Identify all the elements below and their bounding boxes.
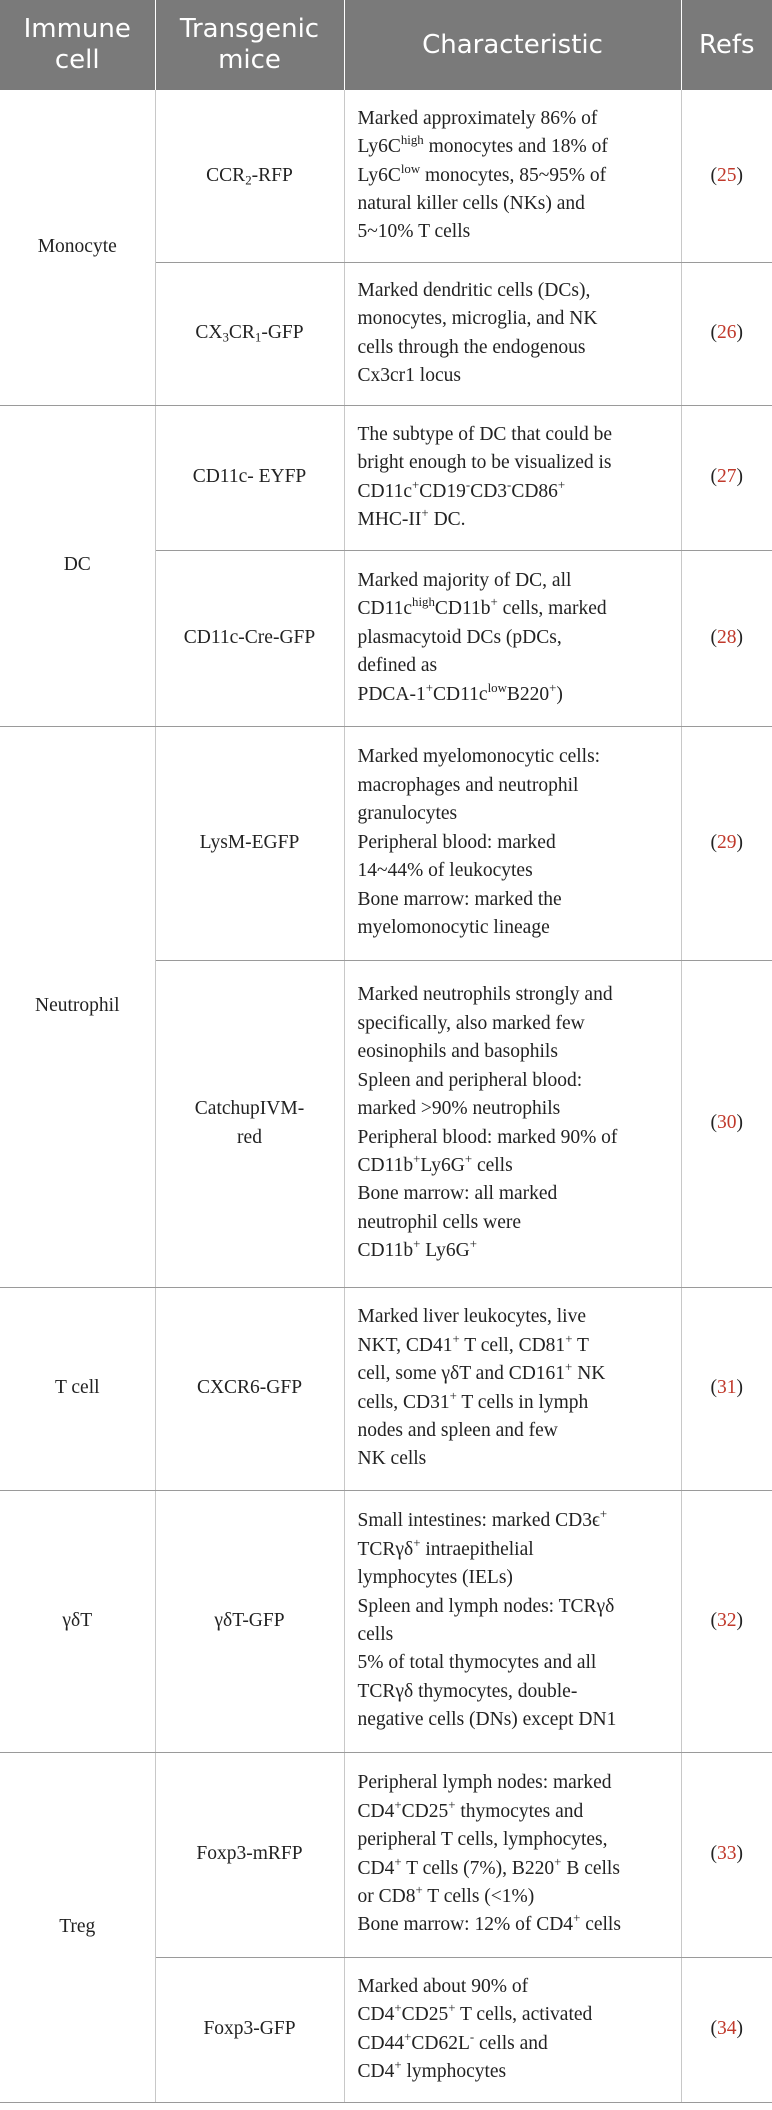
superscript: - [465, 477, 471, 492]
ref-link[interactable]: 27 [717, 466, 737, 488]
ref-ccr2-rfp[interactable]: (25) [681, 90, 772, 262]
header-refs: Refs [698, 29, 755, 60]
subscript: 2 [245, 173, 252, 188]
ref-cd11c-eyfp[interactable]: (27) [681, 405, 772, 550]
header-transgenic-mice: Transgenic mice [155, 0, 344, 90]
text-line: plasmacytoid DCs (pDCs, [357, 626, 562, 648]
text-line: $Ly6C^{high}$ monocytes and 18% of [357, 133, 608, 158]
text-line: Marked dendritic cells (DCs), [357, 279, 591, 301]
immune-cell-neutrophil: Neutrophil [0, 726, 155, 1287]
superscript: low [400, 161, 421, 176]
text-line: $CD11c^{high}CD11b^+$ cells, marked [357, 595, 607, 620]
text-line: Marked liver leukocytes, live [357, 1306, 587, 1328]
text-line: eosinophils and basophils [357, 1041, 558, 1063]
superscript: + [421, 506, 429, 520]
text-line: granulocytes [357, 803, 458, 825]
ref-link[interactable]: 29 [717, 831, 737, 853]
table-row [0, 405, 772, 550]
superscript: + [413, 1535, 421, 1550]
superscript: + [394, 1854, 402, 1869]
text-line: TCRγδ thymocytes, double- [357, 1680, 578, 1702]
text-line: CD4+CD25+ thymocytes and [357, 1797, 584, 1822]
superscript: + [413, 1237, 421, 1252]
superscript: + [565, 1331, 573, 1346]
text-line: 5% of total thymocytes and all [357, 1652, 597, 1674]
characteristic-catchupivm-red [344, 960, 681, 1287]
superscript: + [464, 1152, 473, 1166]
superscript: + [469, 1237, 477, 1252]
characteristic-foxp3-gfp [344, 1957, 681, 2102]
superscript: + [448, 1797, 456, 1812]
table-row [0, 1752, 772, 1957]
table-row [0, 726, 772, 960]
subscript: 3 [222, 330, 229, 345]
superscript: + [449, 1388, 457, 1403]
ref-link[interactable]: 32 [717, 1609, 737, 1631]
ref-cx3cr1-gfp[interactable]: (26) [681, 262, 772, 405]
text-line: red [237, 1126, 262, 1148]
mice-cd11c-eyfp: CD11c- EYFP [155, 405, 344, 550]
table-row [0, 1287, 772, 1490]
ref-link[interactable]: 31 [717, 1377, 737, 1399]
characteristic-ccr2-rfp [344, 90, 681, 262]
mice-foxp3-mrfp: Foxp3-mRFP [155, 1752, 344, 1957]
text-line: 5~10% T cells [357, 221, 471, 243]
text-line: PDCA-$1^+CD11c^{low}B220^+$) [357, 680, 563, 705]
characteristic-foxp3-mrfp [344, 1752, 681, 1957]
header-immune-cell: Immune cell [0, 0, 155, 90]
text-line: CD11c+CD19-CD3-CD86+ [357, 477, 566, 502]
header-characteristic: Characteristic [344, 0, 681, 90]
immune-cell-gdt: γδT [0, 1490, 155, 1752]
superscript: + [413, 1152, 421, 1166]
characteristic-lysm-egfp [344, 726, 681, 960]
ref-link[interactable]: 25 [717, 164, 737, 186]
immune-cell-treg: Treg [0, 1752, 155, 2102]
mice-ccr2-rfp: $CCR_2$-RFP [155, 90, 344, 262]
text-line: cells [357, 1624, 394, 1645]
text-line: lymphocytes (IELs) [357, 1567, 513, 1589]
text-line: TCRγδ+ intraepithelial [357, 1535, 534, 1560]
ref-foxp3-mrfp[interactable]: (33) [681, 1752, 772, 1957]
text-line: marked >90% neutrophils [357, 1098, 561, 1120]
mice-gdt-gfp: γδT-GFP [155, 1490, 344, 1752]
text-line: Bone marrow: 12% of CD4+ cells [357, 1911, 621, 1936]
ref-gdt-gfp[interactable]: (32) [681, 1490, 772, 1752]
superscript: + [394, 1797, 402, 1812]
ref-link[interactable]: 34 [717, 2018, 737, 2040]
text-line: 14~44% of leukocytes [357, 860, 533, 882]
characteristic-cd11c-eyfp [344, 405, 681, 550]
superscript: + [549, 680, 557, 695]
text-line: peripheral T cells, lymphocytes, [357, 1829, 608, 1851]
superscript: - [507, 477, 512, 492]
ref-link[interactable]: 33 [717, 1843, 737, 1865]
text-line: Marked neutrophils strongly and [357, 984, 613, 1006]
superscript: + [565, 1360, 573, 1375]
ref-link[interactable]: 30 [717, 1112, 737, 1134]
superscript: low [487, 680, 507, 695]
characteristic-cx3cr1-gfp [344, 262, 681, 405]
table-row [0, 1490, 772, 1752]
superscript: + [394, 2001, 402, 2016]
text-line: CD11b+Ly6G+ cells [357, 1152, 513, 1176]
superscript: + [490, 595, 498, 610]
text-line: CD4+CD25+ T cells, activated [357, 2001, 593, 2026]
ref-link[interactable]: 28 [717, 626, 737, 648]
text-line: myelomonocytic lineage [357, 917, 550, 939]
text-line: Cx3cr1 locus [357, 364, 461, 386]
text-line: Bone marrow: marked the [357, 888, 562, 910]
text-line: cell, some γδT and CD161+ NK [357, 1360, 606, 1385]
ref-link[interactable]: 26 [717, 322, 737, 344]
text-line: CatchupIVM- [194, 1098, 305, 1120]
superscript: high [412, 595, 435, 610]
superscript: + [404, 2029, 412, 2044]
mice-cxcr6-gfp: CXCR6-GFP [155, 1287, 344, 1490]
text-line: Marked majority of DC, all [357, 569, 572, 591]
ref-catchupivm-red[interactable]: (30) [681, 960, 772, 1287]
characteristic-cd11c-cre-gfp [344, 550, 681, 726]
text-line: Marked myelomonocytic cells: [357, 746, 601, 768]
text-line: defined as [357, 655, 438, 677]
text-line: CD11b+ Ly6G+ [357, 1237, 477, 1262]
ref-foxp3-gfp[interactable]: (34) [681, 1957, 772, 2102]
text-line: Peripheral blood: marked 90% of [357, 1126, 618, 1148]
superscript: + [425, 680, 434, 695]
ref-cd11c-cre-gfp[interactable]: (28) [681, 550, 772, 726]
text-line: CD44+CD62L- cells and [357, 2029, 548, 2054]
mice-lysm-egfp: LysM-EGFP [155, 726, 344, 960]
text-line: Marked approximately 86% of [357, 107, 598, 129]
text-line: negative cells (DNs) except DN1 [357, 1709, 617, 1731]
text-line: cells through the endogenous [357, 336, 586, 358]
characteristic-cxcr6-gfp [344, 1287, 681, 1490]
superscript: + [573, 1911, 581, 1926]
text-line: NKT, CD41+ T cell, CD81+ T [357, 1331, 589, 1356]
text-line: The subtype of DC that could be [357, 423, 613, 445]
table-row [0, 90, 772, 262]
text-line: MHC-II+ DC. [357, 506, 466, 530]
superscript: + [412, 477, 420, 492]
subscript: 1 [254, 330, 262, 345]
text-line: macrophages and neutrophil [357, 774, 579, 796]
immune-cell-dc: DC [0, 405, 155, 726]
ref-lysm-egfp[interactable]: (29) [681, 726, 772, 960]
text-line: CD4+ lymphocytes [357, 2058, 507, 2082]
text-line: NK cells [357, 1448, 427, 1470]
ref-cxcr6-gfp[interactable]: (31) [681, 1287, 772, 1490]
text-line: Peripheral blood: marked [357, 831, 556, 853]
text-line: Bone marrow: all marked [357, 1183, 558, 1205]
text-line: Small intestines: marked CD3ϵ+ [357, 1507, 608, 1532]
text-line: Peripheral lymph nodes: marked [357, 1772, 612, 1794]
mice-cd11c-cre-gfp: CD11c-Cre-GFP [155, 550, 344, 726]
characteristic-gdt-gfp [344, 1490, 681, 1752]
superscript: + [415, 1883, 423, 1897]
text-line: nodes and spleen and few [357, 1419, 558, 1441]
immune-cell-t-cell: T cell [0, 1287, 155, 1490]
superscript: + [394, 2058, 402, 2072]
text-line: or CD8+ T cells (<1%) [357, 1883, 535, 1907]
text-line: Marked about 90% of [357, 1975, 529, 1997]
text-line: bright enough to be visualized is [357, 452, 612, 474]
superscript: + [452, 1331, 460, 1346]
text-line: neutrophil cells were [357, 1211, 522, 1233]
text-line: Spleen and peripheral blood: [357, 1069, 583, 1091]
superscript: + [599, 1507, 608, 1522]
text-line: CD4+ T cells (7%), B220+ B cells [357, 1854, 620, 1879]
text-line: cells, CD31+ T cells in lymph [357, 1388, 589, 1413]
header-row [0, 0, 772, 90]
superscript: high [400, 133, 424, 148]
text-line: Spleen and lymph nodes: TCRγδ [357, 1595, 615, 1617]
mice-catchupivm-red [155, 960, 344, 1287]
superscript: + [554, 1854, 562, 1869]
mice-cx3cr1-gfp: $CX_3CR_1$-GFP [155, 262, 344, 405]
text-line: $Ly6C^{low}$ monocytes, 85~95% of [357, 161, 607, 186]
text-line: natural killer cells (NKs) and [357, 192, 585, 214]
superscript: + [557, 477, 566, 492]
superscript: - [469, 2029, 475, 2044]
text-line: specifically, also marked few [357, 1012, 585, 1034]
immune-cell-monocyte: Monocyte [0, 90, 155, 405]
text-line: monocytes, microglia, and NK [357, 308, 598, 330]
mice-foxp3-gfp: Foxp3-GFP [155, 1957, 344, 2102]
superscript: + [448, 2001, 456, 2016]
